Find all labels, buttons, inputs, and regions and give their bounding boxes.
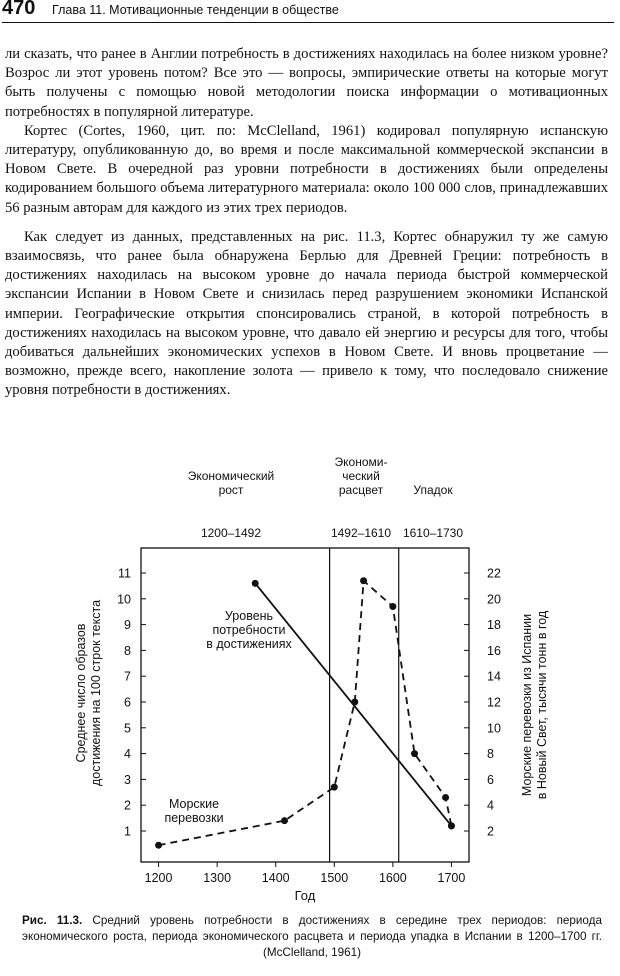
shipping-point [411,750,418,757]
shipping-series-label: перевозки [164,811,224,825]
y-left-tick-label: 8 [124,643,131,658]
shipping-point [351,699,358,706]
y-right-tick-label: 16 [487,643,501,658]
y-left-tick-label: 4 [124,747,131,762]
x-tick-label: 1600 [378,871,407,885]
y-left-tick-label: 10 [117,592,131,607]
y-right-tick-label: 18 [487,618,501,633]
x-tick-label: 1300 [203,871,232,885]
x-tick-label: 1400 [261,871,290,885]
achievement-series-label: потребности [212,623,286,637]
y-right-tick-label: 6 [487,772,494,787]
y-left-tick-label: 9 [124,618,131,633]
y-left-tick-label: 6 [124,695,131,710]
period-name-label: ческий [342,469,380,483]
y-right-tick-label: 20 [487,592,501,607]
y-right-axis-title: в Новый Свет, тысячи тонн в год [535,610,549,800]
page-number: 470 [2,0,36,19]
achievement-series-label: в достижениях [206,637,292,651]
period-name-label: Упадок [413,483,453,497]
period-range-label: 1610–1730 [402,526,464,540]
y-right-tick-label: 14 [487,669,501,684]
shipping-point [155,842,162,849]
y-left-tick-label: 11 [118,566,131,581]
y-right-tick-label: 4 [487,798,494,813]
y-right-tick-label: 12 [487,695,501,710]
shipping-point [389,603,396,610]
chapter-title: Глава 11. Мотивационные тенденции в обществе [52,3,339,17]
shipping-point [442,794,449,801]
shipping-point [360,577,367,584]
achievement-point [252,580,259,587]
y-right-tick-label: 10 [487,721,501,736]
y-left-axis-title: достижения на 100 строк текста [89,599,103,787]
caption-label: Рис. 11.3. [22,914,83,927]
shipping-series-label: Морские [168,797,220,811]
y-right-tick-label: 8 [487,747,494,762]
y-left-tick-label: 7 [124,669,131,684]
achievement-series-label: Уровень [224,609,274,623]
figure-caption [22,913,602,961]
y-left-tick-label: 3 [124,772,131,787]
shipping-point [331,784,338,791]
paragraph: Кортес (Cortes, 1960, цит. по: McClelland, 1961) кодировал популярную испанскую литературу, опубликованную до, во время и после максимальной коммерческой экспансии в Новом Свете. В очередной раз уровни потребности в достижениях были определены кодированием большого объема литературного материала: около 100 000 слов, принадлежавших 56 разным авторам для каждого из этих трех периодов. [5,122,608,216]
period-name-label: рост [218,483,244,497]
y-right-tick-label: 22 [487,566,501,581]
shipping-point [448,822,455,829]
shipping-point [281,817,288,824]
y-left-tick-label: 1 [124,824,131,839]
y-right-tick-label: 2 [487,824,494,839]
caption-text: Средний уровень потребности в достижениях в середине трех периодов: периода экономического роста, периода экономического расцвета и периода упадка в Испании в 1200–1700 гг. (McClelland, 1961) [22,914,602,959]
period-name-label: Экономи- [334,455,388,469]
y-left-tick-label: 5 [124,721,131,736]
y-left-tick-label: 2 [124,798,131,813]
period-range-label: 1492–1610 [330,526,392,540]
paragraph: Как следует из данных, представленных на рис. 11.3, Кортес обнаружил ту же самую взаимосвязь, что ранее была обнаружена Берлью для Древней Греции: потребность в достижениях находилась на высоком уровне до начала периода быстрой коммерческой экспансии Испании в Новом Свете и снизилась перед разрушением экономики Испанской империи. Географические открытия спонсировались страной, в которой потребность в достижениях находилась на высоком уровне, что давало ей энергию и ресурсы для того, чтобы добиваться дальнейших экономических успехов в Новом Свете. И вновь процветание — возможно, прежде всего, накопление золота — привело к тому, что последовало снижение уровня потребности в достижениях. [5,228,608,399]
period-range-label: 1200–1492 [200,526,262,540]
x-axis-label: Год [294,888,316,903]
period-name-label: расцвет [338,483,384,497]
period-name-label: Экономический [187,469,275,483]
y-right-axis-title: Морские перевозки из Испании [520,613,534,797]
paragraph: ли сказать, что ранее в Англии потребность в достижениях находилась на более низком уровне? Возрос ли этот уровень потом? Все это — вопросы, эмпирические ответы на которые могут быть получены с помощью новой методологии поиска информации о мотивационных потребностях в популярной литературе. [5,46,608,120]
x-tick-label: 1500 [320,871,349,885]
x-tick-label: 1700 [437,871,466,885]
x-tick-label: 1200 [144,871,173,885]
y-left-axis-title: Среднее число образов [74,623,88,763]
